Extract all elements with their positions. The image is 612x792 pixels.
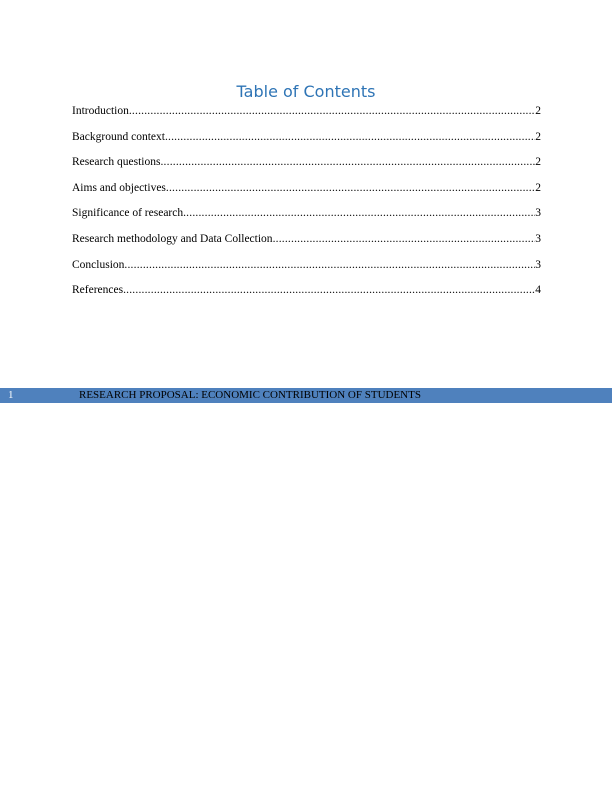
toc-entry-significance-of-research[interactable] [72, 205, 541, 231]
toc-entry-label: Introduction [72, 105, 129, 117]
toc-entry-page-number: 2 [535, 130, 541, 143]
toc-entry-research-questions[interactable] [72, 154, 541, 180]
table-of-contents [72, 103, 541, 308]
toc-title: Table of Contents [236, 82, 376, 101]
toc-entry-page-number: 3 [535, 207, 541, 220]
toc-dot-leader [124, 257, 535, 273]
toc-dot-leader [166, 180, 535, 196]
toc-entry-page-number: 2 [535, 156, 541, 169]
toc-dot-leader [129, 103, 535, 119]
toc-entry-page-number: 3 [535, 258, 541, 271]
toc-entry-label: Background context [72, 130, 165, 143]
toc-entry-introduction[interactable] [72, 103, 541, 129]
running-header-bar [0, 388, 612, 403]
toc-entry-label: Research questions [72, 156, 161, 169]
toc-dot-leader [160, 154, 535, 170]
toc-entry-label: Research methodology and Data Collection [72, 232, 273, 245]
toc-entry-label: Significance of research [72, 207, 184, 220]
toc-entry-label: References [72, 284, 124, 297]
toc-entry-aims-and-objectives[interactable] [72, 180, 541, 206]
toc-entry-references[interactable] [72, 282, 541, 308]
toc-dot-leader [183, 205, 535, 221]
toc-dot-leader [273, 231, 536, 247]
header-page-number: 1 [8, 389, 14, 401]
toc-entry-page-number: 2 [535, 105, 541, 117]
toc-entry-background-context[interactable] [72, 129, 541, 155]
toc-entry-page-number: 4 [535, 284, 541, 297]
toc-entry-page-number: 2 [535, 181, 541, 194]
toc-entry-conclusion[interactable] [72, 257, 541, 283]
header-title: RESEARCH PROPOSAL: ECONOMIC CONTRIBUTION OF STUDENTS [79, 389, 421, 401]
toc-entry-label: Aims and objectives [72, 181, 166, 194]
toc-dot-leader [123, 282, 535, 298]
toc-dot-leader [165, 129, 535, 145]
toc-entry-page-number: 3 [535, 232, 541, 245]
toc-entry-research-methodology[interactable] [72, 231, 541, 257]
toc-entry-label: Conclusion [72, 258, 125, 271]
